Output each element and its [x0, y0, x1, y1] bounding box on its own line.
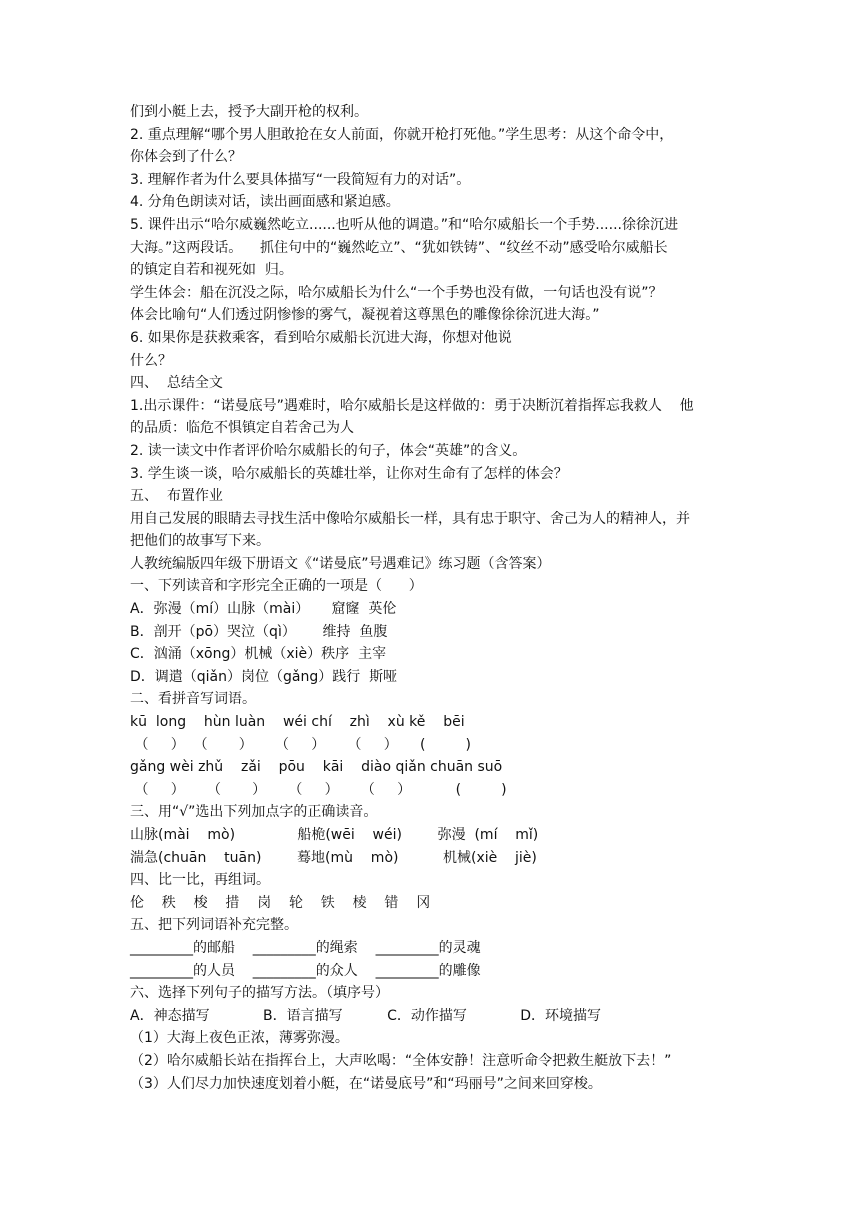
- text-line: （2）哈尔威船长站在指挥台上，大声吆喝：“全体安静！注意听命令把救生艇放下去！”: [130, 1052, 672, 1069]
- section-heading: 五、 布置作业: [130, 488, 223, 505]
- pinyin-line: kū long hùn luàn wéi chí zhì xù kě bēi: [130, 714, 465, 731]
- text-line: 什么？: [130, 352, 172, 369]
- fill-blank-line: _________的人员 _________的众人 _________的雕像: [130, 962, 481, 979]
- question-heading: 三、用“√”选出下列加点字的正确读音。: [130, 804, 378, 821]
- text-line: 3. 学生谈一谈，哈尔威船长的英雄壮举，让你对生命有了怎样的体会？: [130, 465, 568, 482]
- text-line: 你体会到了什么？: [130, 149, 242, 166]
- text-line: 2. 重点理解“哪个男人胆敢抢在女人前面，你就开枪打死他。”学生思考：从这个命令中，: [130, 126, 674, 143]
- character-line: 伦 秩 梭 措 岗 轮 铁 棱 错 冈: [130, 894, 431, 911]
- question-heading: 一、下列读音和字形完全正确的一项是（ ）: [130, 578, 423, 595]
- blank-line: （ ） （ ） （ ） （ ） ( ): [130, 736, 471, 753]
- text-line: 4. 分角色朗读对话，读出画面感和紧迫感。: [130, 194, 400, 211]
- fill-blank-line: _________的邮船 _________的绳索 _________的灵魂: [130, 939, 481, 956]
- text-line: 6. 如果你是获救乘客，看到哈尔威船长沉进大海，你想对他说: [130, 329, 512, 346]
- text-line: 2. 读一读文中作者评价哈尔威船长的句子，体会“英雄”的含义。: [130, 442, 527, 459]
- text-line: 3. 理解作者为什么要具体描写“一段简短有力的对话”。: [130, 171, 471, 188]
- text-line: 大海。”这两段话。 抓住句中的“巍然屹立”、“犹如铁铸”、“纹丝不动”感受哈尔威船长: [130, 239, 668, 256]
- text-line: 体会比喻句“人们透过阴惨惨的雾气，凝视着这尊黑色的雕像徐徐沉进大海。”: [130, 307, 600, 324]
- option-line: B．剖开（pō）哭泣（qì） 维持 鱼腹: [130, 623, 388, 640]
- pinyin-line: gǎng wèi zhǔ zǎi pōu kāi diào qiǎn chuān suō: [130, 759, 503, 776]
- text-line: 1.出示课件：“诺曼底号”遇难时，哈尔威船长是这样做的：勇于决断沉着指挥忘我救人 他: [130, 397, 694, 414]
- text-line: 的镇定自若和视死如 归。: [130, 262, 293, 279]
- text-line: 们到小艇上去，授予大副开枪的权利。: [130, 104, 368, 120]
- pronunciation-line: 山脉(mài mò) 船桅(wēi wéi) 弥漫 (mí mǐ): [130, 827, 539, 843]
- option-line: D．调遣（qiǎn）岗位（gǎng）践行 斯哑: [130, 668, 398, 685]
- text-line: 学生体会：船在沉没之际，哈尔威船长为什么“一个手势也没有做，一句话也没有说”？: [130, 284, 663, 301]
- text-line: 5. 课件出示“哈尔威巍然屹立......也听从他的调遣。”和“哈尔威船长一个手势......徐徐沉进: [130, 216, 678, 233]
- exercise-title: 人教统编版四年级下册语文《“诺曼底”号遇难记》练习题（含答案）: [130, 555, 551, 572]
- option-line: C．汹涌（xōng）机械（xiè）秩序 主宰: [130, 646, 387, 663]
- text-line: 用自己发展的眼睛去寻找生活中像哈尔威船长一样，具有忠于职守、舍己为人的精神人，并: [130, 510, 690, 527]
- text-line: （3）人们尽力加快速度划着小艇，在“诺曼底号”和“玛丽号”之间来回穿梭。: [130, 1075, 602, 1092]
- option-line: A．神态描写 B．语言描写 C．动作描写 D．环境描写: [130, 1007, 602, 1024]
- text-line: 把他们的故事写下来。: [130, 533, 270, 550]
- question-heading: 五、把下列词语补充完整。: [130, 917, 298, 934]
- question-heading: 四、比一比，再组词。: [130, 872, 270, 889]
- option-line: A．弥漫（mí）山脉（mài） 窟窿 英伦: [130, 601, 397, 618]
- blank-line: （ ） （ ） （ ） （ ） ( ): [130, 781, 507, 798]
- question-heading: 二、看拼音写词语。: [130, 691, 256, 708]
- section-heading: 四、 总结全文: [130, 375, 223, 392]
- text-line: 的品质：临危不惧镇定自若舍己为人: [130, 420, 354, 437]
- pronunciation-line: 湍急(chuān tuān) 蓦地(mù mò) 机械(xiè jiè): [130, 849, 537, 866]
- document-page: [130, 101, 740, 1095]
- question-heading: 六、选择下列句子的描写方法。（填序号）: [130, 985, 389, 1002]
- text-line: （1）大海上夜色正浓，薄雾弥漫。: [130, 1030, 349, 1047]
